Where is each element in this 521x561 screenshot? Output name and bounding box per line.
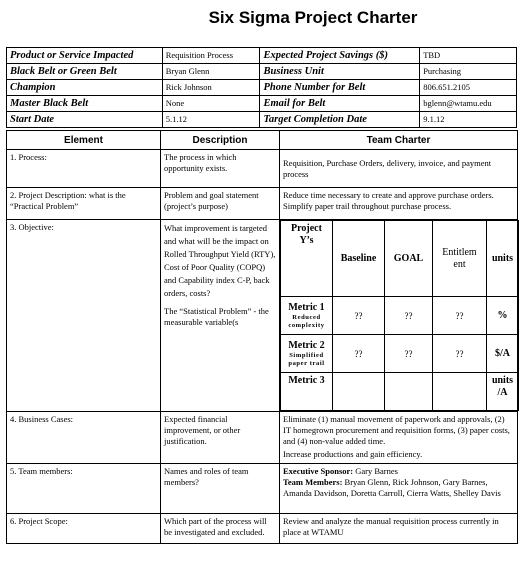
element-cell: 5. Team members:	[7, 464, 161, 514]
description-cell: Names and roles of team members?	[161, 464, 280, 514]
header-label: Phone Number for Belt	[260, 80, 420, 96]
statistical-problem: The “Statistical Problem” - the measurable variable(s	[164, 306, 269, 327]
element-cell: 4. Business Cases:	[7, 412, 161, 464]
header-row	[7, 64, 517, 80]
header-value: 806.651.2105	[420, 80, 517, 96]
header-label: Product or Service Impacted	[7, 48, 163, 64]
header-value: bglenn@wtamu.edu	[420, 96, 517, 112]
sponsor-label: Executive Sponsor:	[283, 466, 354, 476]
row-process	[7, 150, 518, 188]
row-team-members	[7, 464, 518, 514]
metrics-header-goal: GOAL	[385, 221, 433, 297]
column-header-element: Element	[7, 131, 161, 150]
header-label: Master Black Belt	[7, 96, 163, 112]
sponsor-name: Gary Barnes	[355, 466, 398, 476]
metric-baseline	[333, 373, 385, 411]
description-cell	[161, 220, 280, 412]
metric-goal: ??	[385, 297, 433, 335]
metric-name: Metric 1 Reduced complexity	[281, 297, 333, 335]
page-title: Six Sigma Project Charter	[208, 8, 418, 27]
header-label: Email for Belt	[260, 96, 420, 112]
business-case-text: Eliminate (1) manual movement of paperwork and approvals, (2) IT homegrown procurement and requisition forms, (3) paper costs, and (4) non-value added time.	[283, 414, 510, 446]
row-project-scope	[7, 514, 518, 544]
metric-units: %	[487, 297, 519, 335]
header-row	[7, 112, 517, 128]
header-label: Black Belt or Green Belt	[7, 64, 163, 80]
header-value: Rick Johnson	[162, 80, 260, 96]
charter-cell	[280, 220, 518, 412]
column-header-charter: Team Charter	[280, 131, 518, 150]
description-cell: Which part of the process will be investigated and excluded.	[161, 514, 280, 544]
metric-name: Metric 2 Simplified paper trail	[281, 335, 333, 373]
metrics-table	[280, 220, 519, 411]
row-objective	[7, 220, 518, 412]
header-label: Champion	[7, 80, 163, 96]
metric-baseline: ??	[333, 297, 385, 335]
header-row	[7, 48, 517, 64]
business-case-gain: Increase productions and gain efficiency.	[283, 449, 423, 459]
row-business-cases	[7, 412, 518, 464]
header-value: None	[162, 96, 260, 112]
metrics-header-units: units	[487, 221, 519, 297]
description-cell: Expected financial improvement, or other justification.	[161, 412, 280, 464]
header-label: Start Date	[7, 112, 163, 128]
metric-name: Metric 3	[281, 373, 333, 411]
metric-units: $/A	[487, 335, 519, 373]
description-cell: The process in which opportunity exists.	[161, 150, 280, 188]
metric-entitlement	[433, 373, 487, 411]
element-cell: 3. Objective:	[7, 220, 161, 412]
row-project-description	[7, 188, 518, 220]
charter-cell: Review and analyze the manual requisition process currently in place at WTAMU	[280, 514, 518, 544]
description-cell: Problem and goal statement (project’s purpose)	[161, 188, 280, 220]
header-value: Purchasing	[420, 64, 517, 80]
element-cell: 6. Project Scope:	[7, 514, 161, 544]
header-value: Requisition Process	[162, 48, 260, 64]
charter-header-table	[6, 47, 517, 128]
objective-description: What improvement is targeted and what will be the impact on Rolled Throughput Yield (RTY), Cost of Poor Quality (COPQ) and Capability index C-P, back orders, costs?	[164, 223, 276, 298]
header-value: 5.1.12	[162, 112, 260, 128]
charter-main-table	[6, 130, 518, 544]
metric-goal	[385, 373, 433, 411]
element-cell: 1. Process:	[7, 150, 161, 188]
header-label: Target Completion Date	[260, 112, 420, 128]
metric-row	[281, 373, 519, 411]
metric-entitlement: ??	[433, 335, 487, 373]
charter-cell	[280, 412, 518, 464]
members-list: Bryan Glenn, Rick Johnson, Gary Barnes, Amanda Davidson, Doretta Carroll, Cierra Watts, Shelley Davis	[283, 477, 501, 498]
metrics-header-baseline: Baseline	[333, 221, 385, 297]
header-value: 9.1.12	[420, 112, 517, 128]
charter-cell: Requisition, Purchase Orders, delivery, invoice, and payment process	[280, 150, 518, 188]
header-row	[7, 96, 517, 112]
header-row	[7, 80, 517, 96]
metric-row	[281, 335, 519, 373]
charter-cell	[280, 464, 518, 514]
metrics-header-entitlement: Entitlem ent	[433, 221, 487, 297]
header-label: Expected Project Savings ($)	[260, 48, 420, 64]
metric-goal: ??	[385, 335, 433, 373]
metric-entitlement: ??	[433, 297, 487, 335]
header-label: Business Unit	[260, 64, 420, 80]
header-value: Bryan Glenn	[162, 64, 260, 80]
metric-row	[281, 297, 519, 335]
metric-units: units /A	[487, 373, 519, 411]
members-label: Team Members:	[283, 477, 343, 487]
column-header-description: Description	[161, 131, 280, 150]
metrics-header-project: Project Y’s	[281, 221, 333, 297]
element-cell: 2. Project Description: what is the “Practical Problem”	[7, 188, 161, 220]
header-value: TBD	[420, 48, 517, 64]
charter-cell: Reduce time necessary to create and approve purchase orders. Simplify paper trail throughout purchase process.	[280, 188, 518, 220]
metric-baseline: ??	[333, 335, 385, 373]
